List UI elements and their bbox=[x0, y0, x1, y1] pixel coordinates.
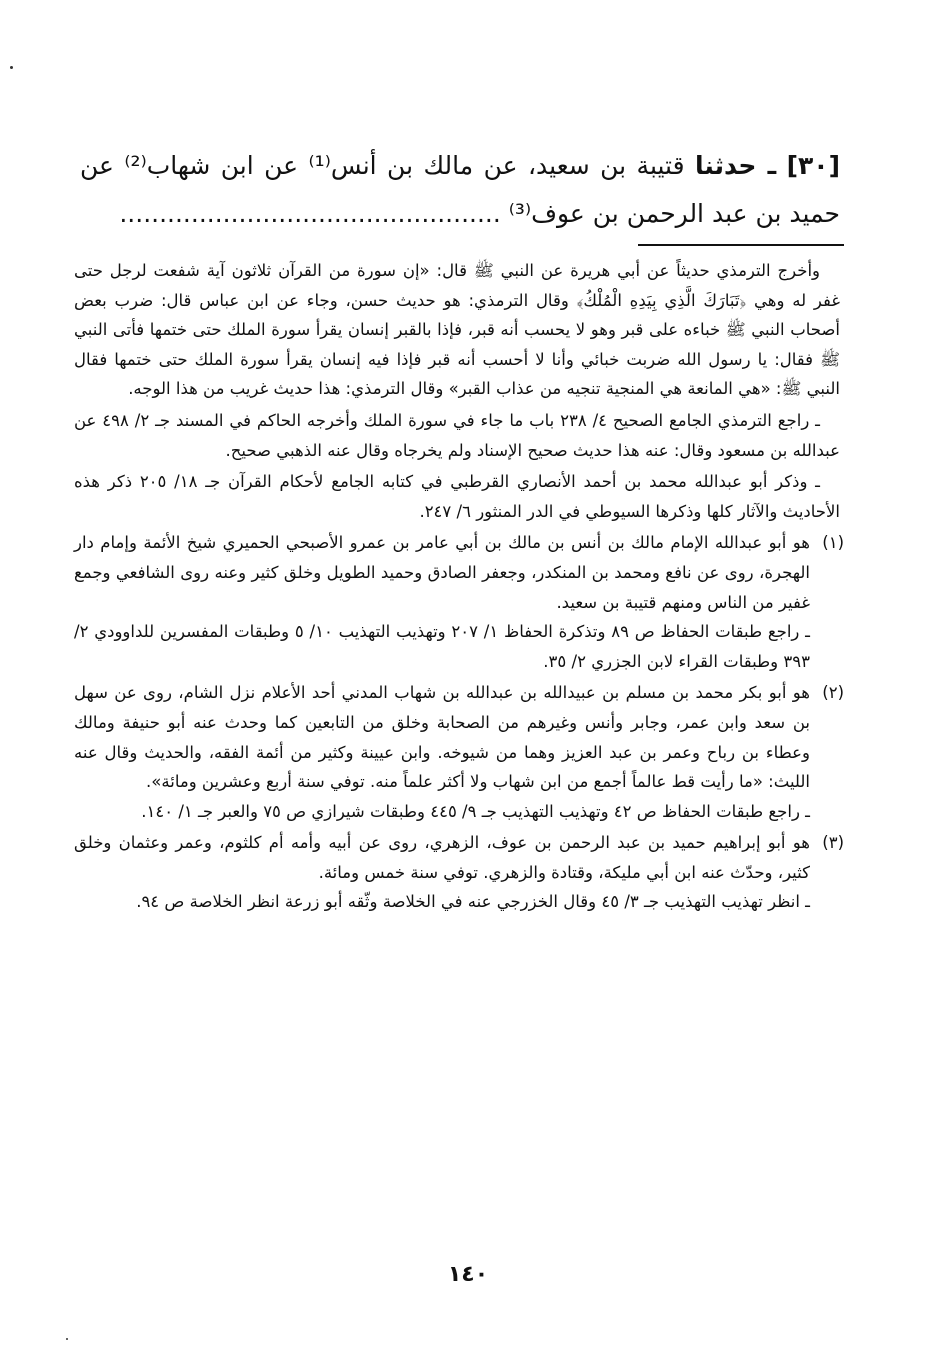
note-paragraph: وأخرج الترمذي حديثاً عن أبي هريرة عن النبي ﷺ قال: «إن سورة من القرآن ثلاثون آية شفعت لرجل حتى غفر له وهي ﴿تَبَارَكَ الَّذِي بِيَدِهِ الْمُلْكُ﴾ وقال الترمذي: هو حديث حسن، وجاء عن ابن عباس قال: ضرب بعض أصحاب النبي ﷺ خباءه على قبر وهو لا يحسب أنه قبر، فإذا بالقبر إنسان يقرأ سورة الملك حتى ختمها فأتى النبي ﷺ فقال: يا رسول الله ضربت خبائي وأنا لا أحسب أنه قبر فإذا فيه إنسان يقرأ سورة الملك حتى ختمها فقال النبي ﷺ: «هي المانعة هي المنجية تنجيه من عذاب القبر» وقال الترمذي: هذا حديث غريب من هذا الوجه. bbox=[74, 261, 840, 399]
footnote-separator bbox=[638, 244, 844, 246]
footnote-reference: ـ راجع طبقات الحفاظ ص ٨٩ وتذكرة الحفاظ ١/ ٢٠٧ وتهذيب التهذيب ١٠/ ٥ وطبقات المفسرين للداوودي ٢/ ٣٩٣ وطبقات القراء لابن الجزري ٢/ ٣٥. bbox=[74, 622, 810, 671]
hadith-chain: قتيبة بن سعيد، عن مالك بن أنس⁽¹⁾ عن ابن شهاب⁽²⁾ عن حميد بن عبد الرحمن بن عوف⁽³⁾ bbox=[80, 151, 840, 228]
footnote-text: هو أبو إبراهيم حميد بن عبد الرحمن بن عوف، الزهري، روى عن أبيه وأمه أم كلثوم، وعمر وعثمان وخلق كثير، وحدّث عنه ابن أبي مليكة، وقتادة والزهري. توفي سنة خمس ومائة. bbox=[74, 833, 810, 882]
hadith-lead: ـ حدثنا bbox=[694, 151, 777, 180]
footnote-2 bbox=[74, 678, 844, 826]
note-paragraph: ـ وذكر أبو عبدالله محمد بن أحمد الأنصاري القرطبي في كتابه الجامع لأحكام القرآن جـ ١٨/ ٢٠٥ ذكر هذه الأحاديث والآثار كلها وذكرها السيوطي في الدر المنثور ٦/ ٢٤٧. bbox=[74, 472, 840, 521]
note-paragraph: ـ راجع الترمذي الجامع الصحيح ٤/ ٢٣٨ باب ما جاء في سورة الملك وأخرجه الحاكم في المسند جـ ٢/ ٤٩٨ عن عبدالله بن مسعود وقال: عنه هذا حديث صحيح الإسناد ولم يخرجاه وقال عنه الذهبي صحيح. bbox=[74, 410, 840, 460]
scan-speck bbox=[66, 1338, 68, 1340]
footnote-text: هو أبو بكر محمد بن مسلم بن عبيدالله بن عبدالله بن شهاب المدني أحد الأعلام نزل الشام، روى عن سهل بن سعد وابن عمر، وجابر وأنس وغيرهم من الصحابة وخلق من التابعين كما وحدث عنه أبو حنيفة ومالك وعطاء بن رباح وعمر بن عبد العزيز وهما من شيوخه. وابن عيينة وكثير من أئمة الفقه، والحديث وقال عنه الليث: «ما رأيت قط عالماً أجمع من ابن شهاب ولا أكثر علماً منه. توفي سنة أربع وعشرين ومائة». bbox=[74, 683, 810, 792]
page-number: ١٤٠ bbox=[447, 1262, 489, 1287]
footnote-marker: (١) bbox=[822, 533, 844, 553]
footnote-marker: (٣) bbox=[822, 833, 844, 853]
footnote-reference: ـ راجع طبقات الحفاظ ص ٤٢ وتهذيب التهذيب جـ ٩/ ٤٤٥ وطبقات شيرازي ص ٧٥ والعبر جـ ١/ ١٤٠. bbox=[141, 801, 810, 821]
footnote-reference: ـ انظر تهذيب التهذيب جـ ٣/ ٤٥ وقال الخزرجي عنه في الخلاصة وثّقه أبو زرعة انظر الخلاصة ص ٩٤. bbox=[136, 892, 810, 912]
footnote-3 bbox=[74, 828, 844, 917]
hadith-text bbox=[80, 142, 840, 238]
footnotes-area bbox=[74, 256, 844, 919]
footnote-marker: (٢) bbox=[822, 683, 844, 703]
footnote-text: هو أبو عبدالله الإمام مالك بن أنس بن مالك بن أبي عامر بن عمرو الأصبحي الحميري شيخ الأئمة وإمام دار الهجرة، روى عن نافع ومحمد بن المنكدر، وجعفر الصادق وحميد الطويل وخلق كثير وعنه روى الشافعي وجمع غفير من الناس ومنهم قتيبة بن سعيد. bbox=[74, 533, 810, 612]
dotted-leader: ................................................ bbox=[119, 199, 501, 228]
scan-speck bbox=[10, 66, 13, 69]
hadith-number: [٣٠] bbox=[786, 151, 840, 180]
footnote-1 bbox=[74, 528, 844, 676]
